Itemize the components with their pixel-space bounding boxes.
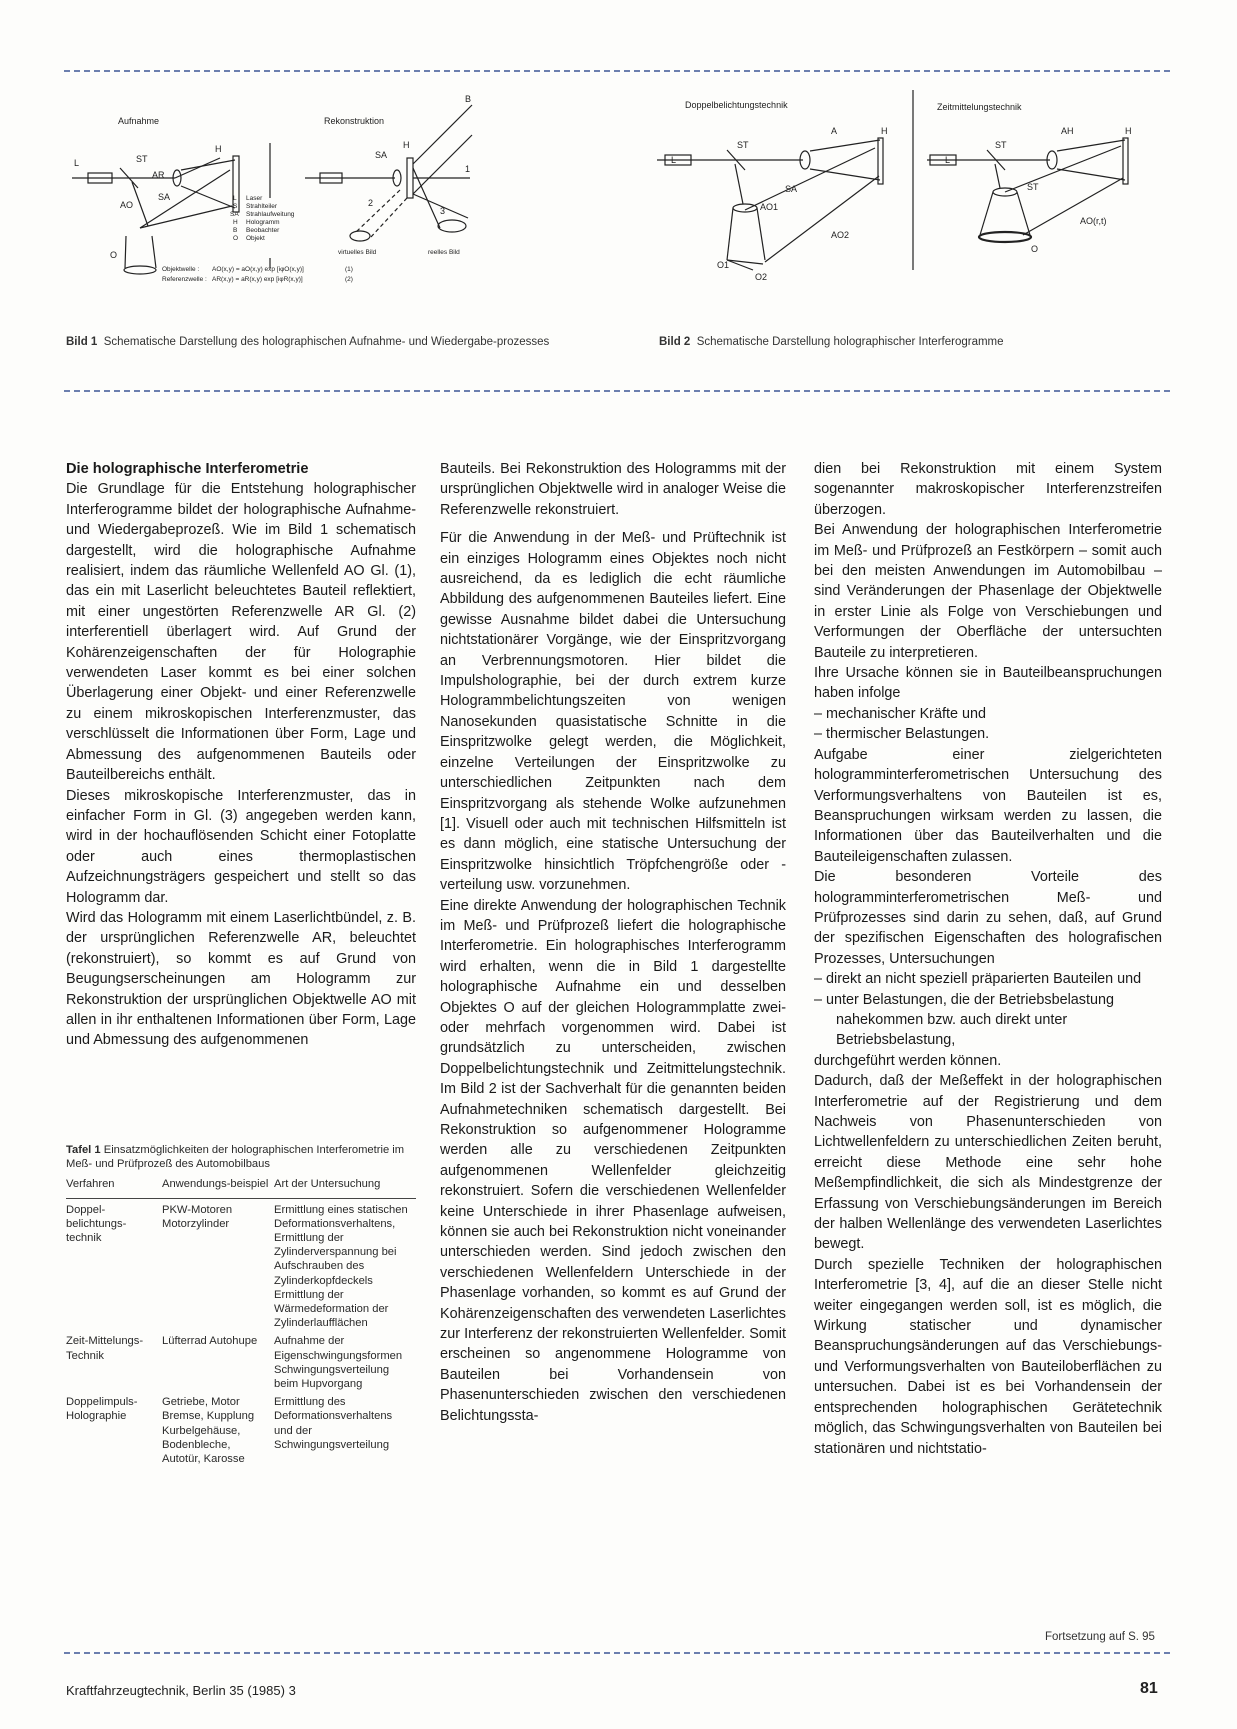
- eq2-label: Referenzwelle :: [162, 276, 207, 283]
- legend-value: Laser: [246, 195, 263, 202]
- legend-value: Beobachter: [246, 227, 280, 234]
- paragraph: Die besonderen Vorteile des hologramminterferometrischen Meß- und Prüfprozesses sind darin zu sehen, daß, auf Grund der spezifischen Eigenschaften des holografischen Prozesses, Untersuchungen: [814, 869, 1162, 967]
- table-cell: Aufnahme der Eigenschwingungsformen Schwingungsverteilung beim Hupvorgang: [274, 1335, 403, 1391]
- paragraph: Bauteils. Bei Rekonstruktion des Hologramms mit der ursprünglichen Objektwelle wird in analoger Weise die Referenzwelle rekonstruiert.: [440, 461, 786, 518]
- fig1-label-aufnahme: Aufnahme: [118, 116, 160, 126]
- fig1-tag-ao: AO: [120, 200, 134, 210]
- legend-key: H: [233, 219, 238, 226]
- fig1-tag-2: 2: [368, 198, 374, 208]
- legend-key: SA: [230, 211, 239, 218]
- paragraph: Durch spezielle Techniken der holographischen Interferometrie [3, 4], auf die an dieser Stelle nicht weiter eingegangen werden soll, ist es möglich, die Wirkung statischer und dynamischer Beanspruchungsänderungen auf das Verschiebungs- und Verformungsverhalten von Bauteiloberflächen zu untersuchen. Dabei ist es bei Vorhandensein der entsprechenden holographischen Gerätetechnik möglich, das Schwingungsverhalten von Bauteilen bei stationären und nichtstatio-: [814, 1256, 1162, 1457]
- fig2-tag-o2: O2: [755, 272, 768, 282]
- fig2-label-zeit: Zeitmittelungstechnik: [937, 102, 1022, 112]
- legend-value: Objekt: [246, 235, 265, 242]
- table-row: [66, 1330, 416, 1391]
- fig1-tag-st: ST: [136, 154, 148, 164]
- table-cell: Ermittlung des Deformationsverhaltens und der Schwingungsverteilung: [274, 1396, 393, 1451]
- caption-label: Bild 1: [66, 336, 98, 348]
- legend-key: O: [233, 235, 239, 242]
- fig2-tag-o1: O1: [717, 260, 730, 270]
- table-caption: [66, 1143, 416, 1171]
- caption-text: Schematische Darstellung holographischer Interferogramme: [696, 336, 1004, 348]
- eq2-num: (2): [345, 276, 353, 283]
- legend-value: Strahlaufweitung: [246, 211, 295, 218]
- eq2: AR(x,y) = aR(x,y) exp [iφR(x,y)]: [212, 276, 303, 283]
- figure-2-caption: [659, 335, 1159, 350]
- legend-key: L: [233, 195, 237, 202]
- page-number: 81: [1140, 1680, 1158, 1697]
- fig2-tag-ao1: AO1: [760, 202, 779, 212]
- column-2: [440, 459, 786, 1426]
- fig2-tag-st2: ST: [995, 140, 1007, 150]
- continuation-note: Fortsetzung auf S. 95: [1045, 1631, 1155, 1643]
- fig2-tag-h: H: [881, 126, 888, 136]
- paragraph: Für die Anwendung in der Meß- und Prüftechnik ist ein einziges Hologramm eines Objektes noch nicht ausreichend, da es lediglich die echt räumliche Abbildung des aufgenommenen Bauteiles liefert. Eine gewisse Ausnahme bildet dabei die Untersuchung nichtstationärer Vorgänge, wie der Einspritzvorgang an Verbrennungsmotoren. Hier bildet die Impulsholographie, bei der durch extrem kurze Hologrammbelichtungszeiten von wenigen Nanosekunden quasistatische Schnitte in die Einspritzwolke gelegt werden, die Möglichkeit, einzelne Verteilungen der Einspritzwolke zu unterschiedlichen Zeitpunkten nach dem Einspritzvorgang als stehende Wolke aufzunehmen [1]. Visuell oder auch mit technischen Hilfsmitteln ist es dann möglich, eine statische Untersuchung der Einspritzwolke hinsichtlich Tröpfchengröße oder -verteilung usw. vorzunehmen.: [440, 530, 786, 894]
- eq1: AO(x,y) = aO(x,y) exp [iφO(x,y)]: [212, 266, 304, 273]
- list-item: – mechanischer Kräfte und: [814, 705, 986, 722]
- paragraph: Eine direkte Anwendung der holographischen Technik im Meß- und Prüfprozeß liefert die holographische Interferometrie. Ein holographisches Interferogramm wird erhalten, wenn die in Bild 1 dargestellte holographische Aufnahme ein und desselben Objektes O auf der gleichen Hologrammplatte zwei- oder mehrfach vorgenommen wird. Dabei ist grundsätzlich zu unterscheiden, zwischen Doppelbelichtungstechnik und Zeitmittelungstechnik. Im Bild 2 ist der Sachverhalt für die genannten beiden Aufnahmetechniken schematisch dargestellt. Bei Rekonstruktion so aufgenommener Hologramme werden alle zu verschiedenen Zeitpunkten aufgenommenen Wellenfelder gleichzeitig rekonstruiert. Sofern die verschiedenen Wellenfelder keine Unterschiede in ihrer Phasenlage aufweisen, können sie auch bei Rekonstruktion nicht voneinander unterschieden werden. Sind jedoch zwischen den verschiedenen Wellenfeldern Unterschiede in der Phasenlage vorhanden, so kommt es auf Grund der Kohärenzeigenschaften des verwendeten Laserlichtes zur Interferenz der rekonstruierten Wellenfelder. Somit erscheinen so angenommene Hologramme von Bauteilen bei Vorhandensein von Phasenunterschieden zwischen den verschiedenen Belichtungssta-: [440, 897, 786, 1424]
- table-grid: [66, 1177, 416, 1466]
- table-1: [66, 1143, 416, 1466]
- legend-key: B: [233, 227, 238, 234]
- paragraph: Aufgabe einer zielgerichteten hologramminterferometrischen Untersuchung des Verformungsverhaltens von Bauteilen ist es, Beanspruchungen wirksam werden zu lassen, die Informationen über das Bauteilverhalten und die Bauteileigenschaften zulassen.: [814, 746, 1162, 865]
- fig1-tag-sa: SA: [158, 192, 171, 202]
- legend-key: S: [233, 203, 238, 210]
- paragraph: Die Grundlage für die Entstehung holographischer Interferogramme bildet der holographische Aufnahme- und Wiedergabeprozeß. Wie im Bild 1 schematisch dargestellt, wird die holographische Aufnahme realisiert, indem das räumliche Wellenfeld AO Gl. (1), das ein mit Laserlicht beleuchtetes Bauteil reflektiert, mit einer ungestörten Referenzwelle AR Gl. (2) interferentiell überlagert wird. Auf Grund der Kohärenzeigenschaften der für Holographie verwendeten Laser kommt es bei einer solchen Überlagerung einer Objekt- und einer Referenzwelle zu einem mikroskopischen Interferenzmuster, das verschlüsselt die Informationen über Form, Lage und Abmessung des aufgenommenen Bauteils oder Bauteilbereichs enthält.: [66, 481, 416, 784]
- fig2-label-doppel: Doppelbelichtungstechnik: [685, 100, 788, 110]
- fig1-tag-1: 1: [465, 164, 471, 174]
- figure-1-caption: [66, 335, 591, 350]
- paragraph: Wird das Hologramm mit einem Laserlichtbündel, z. B. der ursprünglichen Referenzwelle AR, beleuchtet (rekonstruiert), so kommt es auf Grund von Beugungserscheinungen am Hologramm zur Rekonstruktion der ursprünglichen Objektwelle AO mit allen in ihr enthaltenen Informationen über Form, Lage und Abmessung des aufgenommenen: [66, 909, 416, 1049]
- paragraph: durchgeführt werden können.: [814, 1052, 1002, 1069]
- fig2-tag-ao2: AO2: [831, 230, 850, 240]
- table-caption-text: Einsatzmöglichkeiten der holographischen Interferometrie im Meß- und Prüfprozeß des Automobilbaus: [66, 1144, 405, 1171]
- fig1-label-rekonstruktion: Rekonstruktion: [324, 116, 385, 126]
- list-item: – thermischer Belastungen.: [814, 726, 990, 743]
- caption-label: Bild 2: [659, 336, 691, 348]
- table-caption-label: Tafel 1: [66, 1144, 101, 1156]
- fig2-tag-a: A: [831, 126, 838, 136]
- eq1-num: (1): [345, 266, 353, 273]
- fig2-tag-aort: AO(r,t): [1080, 216, 1107, 226]
- fig1-tag-h2: H: [403, 140, 410, 150]
- list-item: – direkt an nicht speziell präparierten Bauteilen und: [814, 971, 1142, 988]
- paragraph: Ihre Ursache können sie in Bauteilbeanspruchungen haben infolge: [814, 665, 1162, 702]
- fig1-tag-sa2: SA: [375, 150, 388, 160]
- fig2-tag-ah: AH: [1061, 126, 1074, 136]
- figure-2-diagram: [655, 100, 1175, 300]
- table-header: Anwendungs-beispiel: [162, 1177, 274, 1198]
- fig2-tag-st: ST: [737, 140, 749, 150]
- fig1-tag-ar: AR: [152, 170, 165, 180]
- legend-value: Strahlteiler: [246, 203, 278, 210]
- fig1-tag-h: H: [215, 144, 222, 154]
- table-cell: Lüfterrad Autohupe: [162, 1335, 258, 1348]
- table-cell: Zeit-Mittelungs-Technik: [66, 1335, 144, 1362]
- fig2-tag-st3: ST: [1027, 182, 1039, 192]
- table-cell: Getriebe, Motor Bremse, Kupplung Kurbelgehäuse, Bodenbleche, Autotür, Karosse: [162, 1396, 255, 1466]
- fig2-tag-sa: SA: [785, 184, 798, 194]
- table-row: [66, 1198, 416, 1330]
- paragraph: dien bei Rekonstruktion mit einem System sogenannter makroskopischer Interferenzstreifen überzogen.: [814, 461, 1162, 518]
- fig2-tag-l: L: [671, 155, 677, 165]
- table-cell: Doppel-belichtungs-technik: [66, 1203, 127, 1245]
- fig2-tag-o: O: [1031, 244, 1039, 254]
- fig1-virtual-image: virtuelles Bild: [338, 249, 377, 256]
- table-cell: PKW-Motoren Motorzylinder: [162, 1203, 233, 1230]
- column-1: [66, 459, 416, 1051]
- caption-text: Schematische Darstellung des holographischen Aufnahme- und Wiedergabe-prozesses: [103, 336, 550, 348]
- table-header: Verfahren: [66, 1177, 162, 1198]
- paragraph: Dieses mikroskopische Interferenzmuster, das in einfacher Form in Gl. (3) angegeben werden kann, wird in der hochauflösenden Schicht einer Fotoplatte oder auch eines thermoplastischen Aufzeichnungsträgers gespeichert und stellt so das Hologramm dar.: [66, 787, 416, 906]
- fig1-real-image: reelles Bild: [428, 249, 460, 256]
- figure-1-diagram: [70, 94, 590, 288]
- figure-divider: [64, 390, 1170, 392]
- journal-footer: Kraftfahrzeugtechnik, Berlin 35 (1985) 3: [66, 1683, 296, 1698]
- section-heading: Die holographische Interferometrie: [66, 461, 309, 477]
- column-3: [814, 459, 1162, 1459]
- paragraph: Dadurch, daß der Meßeffekt in der holographischen Interferometrie auf der Registrierung und dem Nachweis von Phasenunterschieden von Lichtwellenfeldern zu unterschiedlichen Zeiten beruht, erreicht diese Methode eine sehr hohe Meßempfindlichkeit, die sich als Mindestgrenze der Erfassung von Verschiebungsänderungen im Bereich der halben Wellenlänge des verwendeten Laserlichtes bewegt.: [814, 1073, 1162, 1253]
- bottom-divider: [64, 1652, 1170, 1654]
- table-header: Art der Untersuchung: [274, 1177, 416, 1198]
- table-row: [66, 1391, 416, 1466]
- legend-value: Hologramm: [246, 219, 280, 226]
- fig2-tag-l2: L: [945, 155, 951, 165]
- fig1-tag-3: 3: [440, 206, 446, 216]
- fig1-tag-b: B: [465, 94, 472, 104]
- eq1-label: Objektwelle :: [162, 266, 200, 273]
- list-item: – unter Belastungen, die der Betriebsbelastung nahekommen bzw. auch direkt unter Betriebsbelastung,: [814, 991, 1115, 1049]
- top-divider: [64, 70, 1170, 72]
- table-cell: Ermittlung eines statischen Deformationsverhaltens, Ermittlung der Zylinderverspannung bei Aufschrauben des Zylinderkopfdeckels Ermittlung der Wärmedeformation der Zylinderlaufflächen: [274, 1203, 408, 1330]
- fig1-tag-l: L: [74, 158, 80, 168]
- table-cell: Doppelimpuls-Holographie: [66, 1396, 138, 1423]
- fig2-tag-h2: H: [1125, 126, 1132, 136]
- fig1-tag-o: O: [110, 250, 118, 260]
- paragraph: Bei Anwendung der holographischen Interferometrie im Meß- und Prüfprozeß an Festkörpern – somit auch bei den meisten Anwendungen im Automobilbau – sind Veränderungen der Phasenlage der Objektwelle in erster Linie als Folge von Verschiebungen und Verformungen der Oberfläche der untersuchten Bauteile zu interpretieren.: [814, 522, 1162, 661]
